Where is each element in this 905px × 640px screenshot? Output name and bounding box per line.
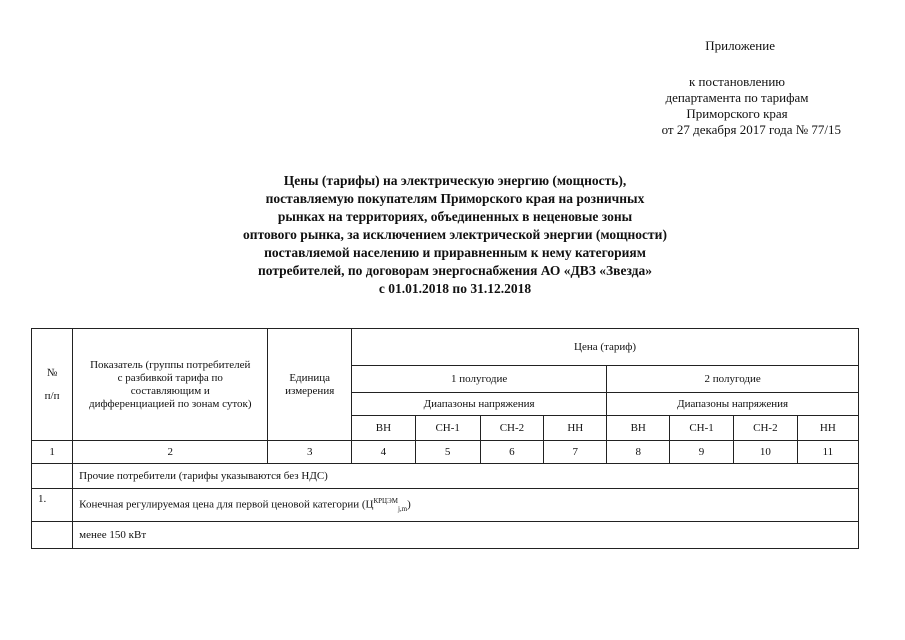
heading-line-2: поставляемую покупателям Приморского края на розничных [265,191,645,206]
row-1-text: Конечная регулируемая цена для первой ценовой категории (Ц [79,498,374,511]
column-number: 5 [415,441,480,464]
annex-title: Приложение [705,38,775,53]
voltage-cell: СН-1 [415,416,480,441]
voltage-cell: ВН [607,416,670,441]
voltage-cell: НН [544,416,607,441]
header-number [32,329,73,441]
column-number: 11 [797,441,858,464]
header-half-1: 1 полугодие [352,366,607,393]
voltage-cell: ВН [352,416,416,441]
heading-line-1: Цены (тарифы) на электрическую энергию (мощность), [283,173,627,188]
header-ranges-1: Диапазоны напряжения [352,393,607,416]
annex-line-2: департамента по тарифам [665,90,809,105]
header-number-top: № [46,366,58,379]
annex-block [577,38,841,138]
column-number: 7 [544,441,607,464]
row-1-subscript: j,m [397,504,408,513]
voltage-cell: СН-2 [733,416,797,441]
column-number: 6 [480,441,544,464]
row-2-empty-cell [32,522,73,549]
heading-line-4: оптового рынка, за исключением электрической энергии (мощности) [243,227,667,242]
column-number: 8 [607,441,670,464]
section-empty-cell [32,464,73,489]
header-price: Цена (тариф) [352,329,859,366]
column-number: 3 [268,441,352,464]
voltage-cell: НН [797,416,858,441]
annex-lines [637,74,841,138]
voltage-cell: СН-2 [480,416,544,441]
column-number: 1 [32,441,73,464]
heading-line-6: потребителей, по договорам энергоснабжения АО «ДВЗ «Звезда» [258,263,652,278]
annex-line-4: от 27 декабря 2017 года № 77/15 [661,122,841,137]
tariff-table [31,328,859,549]
header-ranges-2: Диапазоны напряжения [607,393,859,416]
column-number: 4 [352,441,416,464]
row-1-superscript: КРЦЭМ [373,496,398,505]
header-unit: Единица измерения [268,329,352,441]
row-1-title [73,489,859,522]
row-1-close: ) [407,498,411,511]
annex-line-1: к постановлению [688,74,786,89]
header-number-bottom: п/п [44,389,60,402]
section-title: Прочие потребители (тарифы указываются без НДС) [73,464,859,489]
column-number: 2 [73,441,268,464]
annex-line-3: Приморского края [686,106,788,121]
heading-line-3: рынках на территориях, объединенных в неценовые зоны [277,209,633,224]
row-2-text: менее 150 кВт [73,522,859,549]
heading-line-7: с 01.01.2018 по 31.12.2018 [378,281,532,296]
header-indicator: Показатель (группы потребителей с разбивкой тарифа по составляющим и дифференциацией по зонам суток) [73,329,268,441]
row-1-number: 1. [32,489,73,522]
document-heading [200,172,710,298]
heading-line-5: поставляемой населению и приравненным к нему категориям [264,245,646,260]
voltage-cell: СН-1 [670,416,734,441]
column-number: 9 [670,441,734,464]
header-half-2: 2 полугодие [607,366,859,393]
column-number: 10 [733,441,797,464]
